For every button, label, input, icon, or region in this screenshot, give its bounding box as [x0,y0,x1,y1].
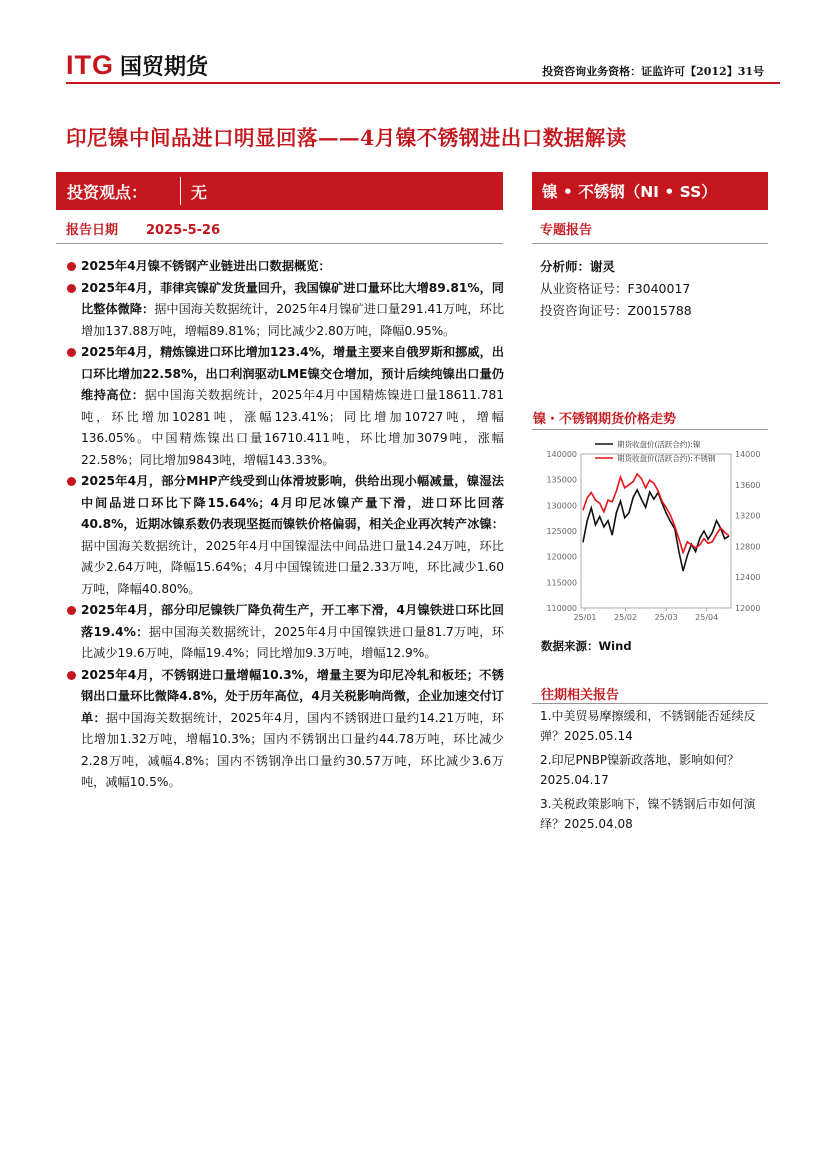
left-tick-label: 120000 [546,552,577,562]
right-tick-label: 13200 [735,511,761,521]
related-reports-title: 往期相关报告 [541,688,620,703]
section-item [66,342,504,471]
right-tick-label: 12800 [735,542,761,552]
qualification-text: 投资咨询业务资格：证监许可【2012】31号 [542,65,764,78]
type-divider [532,243,768,244]
report-date [66,219,220,238]
section-item [66,600,504,665]
left-tick-label: 125000 [546,527,577,536]
left-tick-label: 130000 [546,501,577,511]
section-item [66,278,504,343]
bullet-icon [67,262,76,271]
section-lead: 2025年4月，精炼镍进口环比增加123.4%，增量主要来自俄罗斯和挪威，出口环比增加22.58%，出口利润驱动LME镍交仓增加，预计后续纯镍出口量仍维持高位： [81,345,504,402]
left-tick-label: 135000 [546,475,577,485]
plot-frame [581,454,731,608]
analyst-cert: 从业资格证号：F3040017 [540,281,691,296]
section-lead: 2025年4月，部分MHP产线受到山体滑坡影响，供给出现小幅减量，镍湿法中间品进口环比下降15.64%；4月印尼冰镍产量下滑，进口环比回落40.8%，近期冰镍系数仍表现坚挺而镍铁价格偏弱，相关企业再次转产冰镍： [81,474,504,531]
related-reports-list [540,706,766,838]
product-bar: 镍 • 不锈钢（NI • SS） [532,172,768,210]
report-date-value: 2025-5-26 [146,223,221,238]
x-tick-label: 25/01 [573,613,597,622]
analyst-name: 分析师：谢灵 [540,259,616,274]
x-tick-label: 25/04 [695,613,719,622]
price-chart [533,432,769,632]
company-logo [66,50,208,81]
view-value: 无 [191,182,208,202]
view-label: 投资观点： [67,182,148,202]
chart-source: 数据来源：Wind [541,639,632,653]
section-lead: 2025年4月，不锈钢进口量增幅10.3%，增量主要为印尼冷轧和板坯；不锈钢出口量环比微降4.8%，处于历年高位，4月关税影响尚微，企业加速交付订单： [81,667,504,725]
logo-en: ITG [66,50,114,80]
bullet-icon [67,671,76,680]
bullet-icon [67,477,76,486]
section-lead: 2025年4月镍不锈钢产业链进出口数据概览： [81,259,331,273]
report-date-label: 报告日期 [66,223,119,238]
section-body: 据中国海关数据统计，2025年4月，国内不锈钢进口量约14.21万吨，环比增加1.32万吨，增幅10.3%；国内不锈钢出口量约44.78万吨，环比减少2.28万吨，减幅4.8%；国内不锈钢净出口量约30.57万吨，环比减少3.6万吨，减幅10.5%。 [81,710,504,789]
stainless-price-line [583,474,729,553]
chart-title-divider [532,429,768,430]
left-tick-label: 110000 [546,604,577,613]
logo-cn: 国贸期货 [120,55,209,80]
right-tick-label: 12000 [735,604,761,613]
bullet-icon [67,606,76,615]
left-tick-label: 115000 [546,578,577,588]
section-item [66,471,504,600]
investment-view-bar [56,172,503,210]
section-body: 据中国海关数据统计，2025年4月中国镍湿法中间品进口量14.24万吨，环比减少2.64万吨，降幅15.64%；4月中国镍锍进口量2.33万吨，环比减少1.60万吨，降幅40.80%。 [81,538,504,596]
x-tick-label: 25/03 [654,613,678,622]
section-lead: 2025年4月，菲律宾镍矿发货量回升，我国镍矿进口量环比大增89.81%，同比整体微降： [81,280,504,316]
legend-label: 期货收盘价(活跃合约):不锈钢 [617,454,716,463]
report-title: 印尼镍中间品进口明显回落——4月镍不锈钢进出口数据解读 [66,126,627,150]
bullet-icon [67,348,76,357]
related-report-link[interactable]: 3.关税政策影响下，镍不锈钢后市如何演绎？2025.04.08 [540,797,756,831]
section-lead: 2025年4月，部分印尼镍铁厂降负荷生产，开工率下滑，4月镍铁进口环比回落19.4%： [81,603,504,639]
nickel-price-line [583,490,729,571]
chart-title: 镍・不锈钢期货价格走势 [533,412,677,427]
header-divider [66,82,780,84]
section-body: 据中国海关数据统计，2025年4月中国镍铁进口量81.7万吨，环比减少19.6万吨，降幅19.4%；同比增加9.3万吨，增幅12.9%。 [81,624,504,660]
section-item [66,256,504,278]
related-report-link[interactable]: 1.中美贸易摩擦缓和，不锈钢能否延续反弹？2025.05.14 [540,709,756,743]
date-divider [56,243,503,244]
bullet-icon [67,284,76,293]
right-tick-label: 14000 [735,450,761,459]
related-report-link[interactable]: 2.印尼PNBP镍新政落地，影响如何？2025.04.17 [540,753,740,787]
section-body: 据中国海关数据统计，2025年4月中国精炼镍进口量18611.781吨，环比增加10281吨，涨幅123.41%；同比增加10727吨，增幅136.05%。中国精炼镍出口量16710.411吨，环比增加3079吨，涨幅22.58%；同比增加9843吨，增幅143.33%。 [81,388,504,467]
analyst-consult-cert: 投资咨询证号：Z0015788 [540,303,692,318]
section-item [66,665,504,794]
related-divider [532,703,768,704]
section-body: 据中国海关数据统计，2025年4月镍矿进口量291.41万吨，环比增加137.88万吨，增幅89.81%；同比减少2.80万吨，降幅0.95%。 [81,302,505,338]
main-content [66,256,504,794]
right-tick-label: 12400 [735,573,761,583]
left-tick-label: 140000 [546,450,577,459]
analyst-info [540,256,692,322]
x-tick-label: 25/02 [614,613,638,622]
legend-label: 期货收盘价(活跃合约):镍 [617,440,701,449]
report-type: 专题报告 [540,223,593,238]
right-tick-label: 13600 [735,480,761,490]
